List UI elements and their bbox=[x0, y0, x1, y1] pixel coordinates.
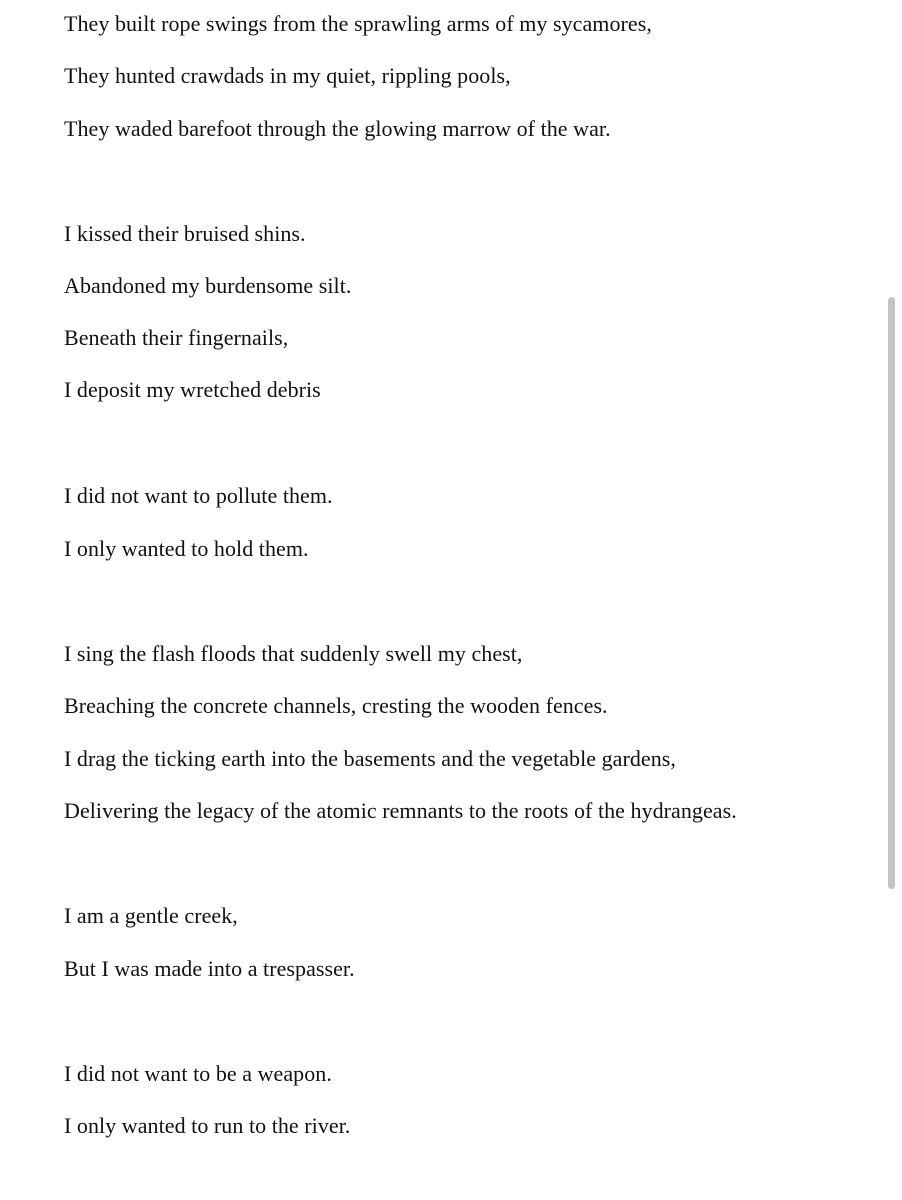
vertical-scrollbar-thumb[interactable] bbox=[888, 297, 895, 889]
poem-line: They built rope swings from the sprawling arms of my sycamores, bbox=[64, 11, 652, 36]
poem-line: They hunted crawdads in my quiet, rippling pools, bbox=[64, 63, 511, 88]
poem-line: I only wanted to run to the river. bbox=[64, 1113, 351, 1138]
poem-line: I drag the ticking earth into the basements and the vegetable gardens, bbox=[64, 746, 676, 771]
poem-line: I am a gentle creek, bbox=[64, 903, 238, 928]
poem-line: Delivering the legacy of the atomic remnants to the roots of the hydrangeas. bbox=[64, 798, 737, 823]
poem-line: I sing the flash floods that suddenly swell my chest, bbox=[64, 641, 523, 666]
poem-line: I did not want to be a weapon. bbox=[64, 1061, 332, 1086]
poem-line: I did not want to pollute them. bbox=[64, 483, 333, 508]
poem-line: Abandoned my burdensome silt. bbox=[64, 273, 352, 298]
poem-line: I kissed their bruised shins. bbox=[64, 221, 306, 246]
poem-line: But I was made into a trespasser. bbox=[64, 956, 355, 981]
poem-line: I deposit my wretched debris bbox=[64, 377, 321, 402]
poem-line: Beneath their fingernails, bbox=[64, 325, 289, 350]
poem-line: Breaching the concrete channels, cresting the wooden fences. bbox=[64, 693, 608, 718]
poem-line: I only wanted to hold them. bbox=[64, 536, 309, 561]
poem-line: They waded barefoot through the glowing marrow of the war. bbox=[64, 116, 611, 141]
